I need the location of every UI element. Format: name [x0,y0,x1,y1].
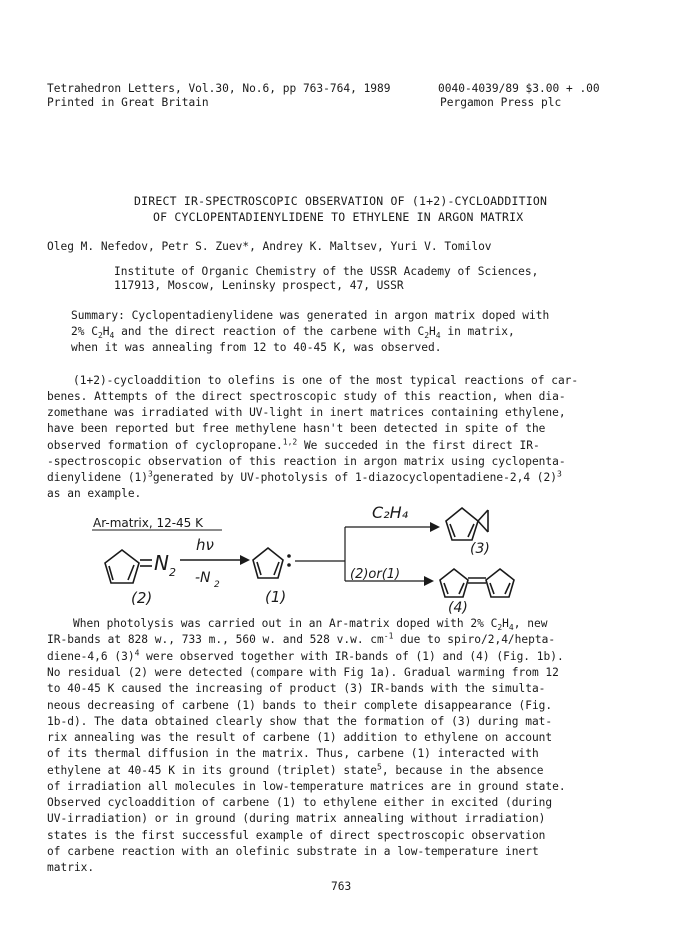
n2-group: N [154,551,169,575]
summary-line-3: when it was annealing from 12 to 40-45 K, was observed. [71,341,442,354]
para2-line-9: of its thermal diffusion in the matrix. Thus, carbene (1) interacted with [47,747,539,760]
minus-n2-subscript: 2 [214,580,220,590]
affiliation-line-1: Institute of Organic Chemistry of the USSR Academy of Sciences, [114,265,539,278]
title-line-1: DIRECT IR-SPECTROSCOPIC OBSERVATION OF (1+2)-CYCLOADDITION [134,194,548,208]
para2-line-6: neous decreasing of carbene (1) bands to their complete disappearance (Fig. [47,699,553,712]
para1-line-1: (1+2)-cycloaddition to olefins is one of the most typical reactions of car- [73,374,579,387]
para1-line-2: benes. Attempts of the direct spectroscopic study of this reaction, when dia- [47,390,566,403]
para1-line-3: zomethane was irradiated with UV-light in inert matrices containing ethylene, [47,406,566,419]
summary-line-2: 2% $C_2H_4$ and the direct reaction of the carbene with $C_2H_4$ in matrix, [71,325,515,341]
para2-line-2: IR-bands at 828 w., 733 m., 560 w. and 528 v.w. $cm^{-1}$ due to spiro/2,4/hepta- [47,631,556,646]
para2-line-13: UV-irradiation) or in ground (during matrix annealing without irradiation) [47,812,546,825]
para1-line-4: have been reported but free methylene hasn't been detected in spite of the [47,422,546,435]
minus-n2-label: -N [195,570,211,586]
n2-group-subscript: 2 [169,566,176,579]
para2-line-7: 1b-d). The data obtained clearly show that the formation of (3) during mat- [47,715,553,728]
label-compound-1: (1) [265,588,287,606]
authors: Oleg M. Nefedov, Petr S. Zuev*, Andrey K. Maltsev, Yuri V. Tomilov [47,240,492,253]
affiliation-line-2: 117913, Moscow, Leninsky prospect, 47, USSR [114,279,404,292]
para2-line-8: rix annealing was the result of carbene (1) addition to ethylene on account [47,731,553,744]
para1-line-8: as an example. [47,487,142,500]
label-compound-3: (3) [470,541,490,557]
para1-line-7: dienylidene $(1)^3generated$ by UV-photolysis of 1-diazocyclopentadiene-2,4 $(2)^3$ [47,469,562,484]
para2-line-3: diene-4,6 $(3)^4$ were observed together with IR-bands of (1) and (4) (Fig. 1b). [47,648,564,663]
diazo-compound-structure [105,550,152,583]
title-line-2: OF CYCLOPENTADIENYLIDENE TO ETHYLENE IN ARGON MATRIX [153,210,524,224]
para2-line-14: states is the first successful example of direct spectroscopic observation [47,829,546,842]
para2-line-15: of carbene reaction with an olefinic substrate in a low-temperature inert [47,845,539,858]
fulvalene-structure [440,569,514,597]
para2-line-5: to 40-45 K caused the increasing of product (3) IR-bands with the simulta- [47,682,546,695]
para2-line-16: matrix. [47,861,95,874]
light-label: hν [196,536,214,554]
matrix-label: Ar-matrix, 12-45 K [93,516,204,530]
page-number: 763 [331,880,352,893]
spiroheptadiene-structure [446,508,488,540]
dimer-condition: (2)or(1) [350,567,401,582]
para2-line-12: Observed cycloaddition of carbene (1) to ethylene either in excited (during [47,796,553,809]
para2-line-4: No residual (2) were detected (compare with Fig 1a). Gradual warming from 12 [47,666,559,679]
printed-in: Printed in Great Britain [47,96,209,109]
journal-citation: Tetrahedron Letters, Vol.30, No.6, pp 763-764, 1989 [47,82,391,95]
para1-line-6: -spectroscopic observation of this reaction in argon matrix using cyclopenta- [47,455,566,468]
publisher: Pergamon Press plc [440,96,562,109]
carbene-structure [253,548,283,578]
ethylene-reagent: C₂H₄ [372,503,409,522]
para1-line-5: observed formation of cyclopropane.$^{1,2}$ We succeded in the first direct IR- [47,437,540,452]
para2-line-10: ethylene at 40-45 K in its ground (triplet) state$^5$, because in the absence [47,762,544,777]
para2-line-11: of irradiation all molecules in low-temperature matrices are in ground state. [47,780,566,793]
label-compound-2: (2) [131,589,153,607]
para2-line-1: When photolysis was carried out in an Ar-matrix doped with 2% $C_2H_4$, new [73,617,548,633]
summary-line-1: Summary: Cyclopentadienylidene was generated in argon matrix doped with [71,309,550,322]
issn-price: 0040-4039/89 $3.00 + .00 [438,82,600,95]
label-compound-4: (4) [448,600,468,616]
